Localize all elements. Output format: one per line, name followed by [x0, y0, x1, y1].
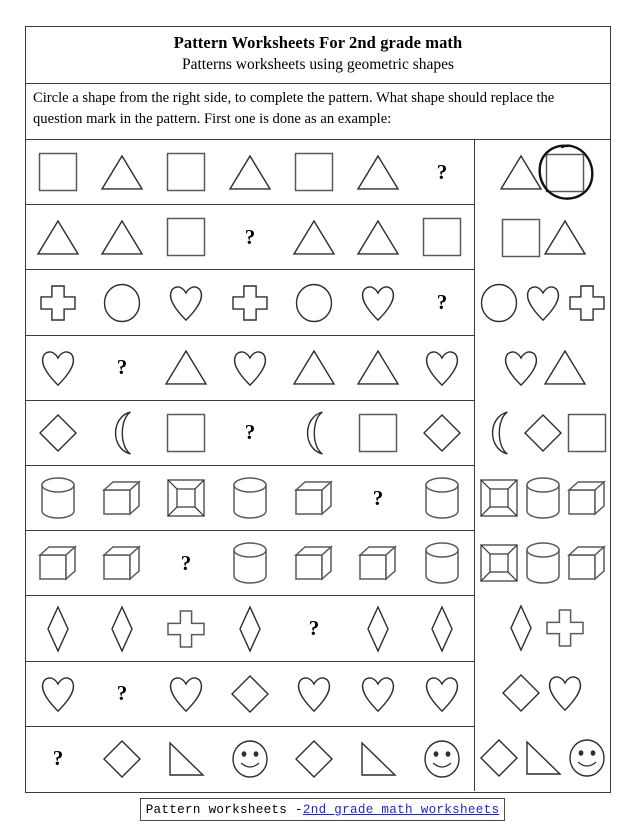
heart-shape[interactable] — [423, 349, 461, 387]
pattern-cell — [410, 140, 474, 204]
diamond-shape[interactable] — [294, 739, 334, 779]
pattern-cell — [346, 336, 410, 400]
pattern-cell — [346, 205, 410, 269]
pattern-row — [26, 466, 474, 531]
cube-shape[interactable] — [102, 545, 142, 581]
triangle-shape[interactable] — [36, 219, 80, 256]
triangle-shape[interactable] — [100, 154, 144, 191]
pattern-cell — [410, 336, 474, 400]
pattern-cell — [90, 662, 154, 726]
pattern-cell — [282, 336, 346, 400]
pattern-cell — [410, 205, 474, 269]
pattern-cell — [410, 401, 474, 465]
question-mark: ? — [244, 420, 256, 445]
question-mark: ? — [436, 159, 448, 184]
answer-row — [475, 335, 610, 400]
heart-shape[interactable] — [167, 675, 205, 713]
pattern-row — [26, 662, 474, 727]
pattern-row — [26, 270, 474, 335]
pattern-cell — [282, 401, 346, 465]
diamond-shape[interactable] — [230, 674, 270, 714]
pattern-cell — [90, 466, 154, 530]
question-mark: ? — [52, 746, 64, 771]
cylinder-shape[interactable] — [40, 476, 76, 520]
rhombus-shape[interactable] — [430, 605, 454, 653]
answer-choice[interactable] — [543, 596, 587, 661]
answer-choice[interactable] — [543, 205, 587, 270]
heart-shape[interactable] — [359, 675, 397, 713]
pattern-cell — [282, 662, 346, 726]
cylinder-shape[interactable] — [525, 476, 561, 520]
diamond-shape[interactable] — [38, 413, 78, 453]
pattern-cell — [218, 401, 282, 465]
diamond-shape[interactable] — [102, 739, 142, 779]
pattern-cell — [410, 270, 474, 334]
answer-choice[interactable] — [521, 531, 565, 596]
pattern-cell — [218, 596, 282, 660]
pattern-cell — [90, 401, 154, 465]
frustum-shape[interactable] — [479, 478, 519, 518]
square-shape[interactable] — [358, 413, 398, 453]
heart-shape[interactable] — [39, 675, 77, 713]
answer-choice[interactable] — [565, 726, 609, 791]
pattern-cell — [90, 596, 154, 660]
answer-choice[interactable] — [499, 596, 543, 661]
answer-choice[interactable] — [521, 400, 565, 465]
answer-choice[interactable] — [543, 335, 587, 400]
answer-choice[interactable] — [565, 400, 609, 465]
square-shape[interactable] — [166, 413, 206, 453]
answer-choice[interactable] — [565, 270, 609, 335]
instructions-text: Circle a shape from the right side, to complete the pattern. What shape should replace the question mark in the pattern. First one is done as an example: — [26, 84, 610, 140]
pattern-cell — [154, 662, 218, 726]
triangle-shape[interactable] — [164, 349, 208, 386]
answer-row — [475, 531, 610, 596]
square-shape[interactable] — [567, 413, 607, 453]
answer-row — [475, 400, 610, 465]
pattern-cell — [410, 596, 474, 660]
pattern-cell — [218, 140, 282, 204]
rhombus-shape[interactable] — [46, 605, 70, 653]
triangle-shape[interactable] — [543, 219, 587, 256]
heart-shape[interactable] — [39, 349, 77, 387]
rhombus-shape[interactable] — [110, 605, 134, 653]
pattern-cell — [346, 727, 410, 791]
pattern-row — [26, 727, 474, 791]
answer-choice[interactable] — [499, 661, 543, 726]
diamond-shape[interactable] — [501, 673, 541, 713]
rhombus-shape[interactable] — [238, 605, 262, 653]
worksheet-body — [26, 140, 610, 791]
answer-column — [475, 140, 610, 791]
hand-drawn-circle-mark — [535, 142, 597, 204]
pattern-cell — [26, 662, 90, 726]
square-shape[interactable] — [422, 217, 462, 257]
pattern-cell — [26, 270, 90, 334]
pattern-cell — [282, 531, 346, 595]
pattern-cell — [218, 205, 282, 269]
frustum-shape[interactable] — [479, 543, 519, 583]
cylinder-shape[interactable] — [232, 541, 268, 585]
heart-shape[interactable] — [359, 284, 397, 322]
pattern-cell — [26, 205, 90, 269]
pattern-cell — [410, 531, 474, 595]
answer-choice[interactable] — [521, 465, 565, 530]
pattern-cell — [90, 270, 154, 334]
pattern-cell — [346, 662, 410, 726]
cross-shape[interactable] — [232, 285, 268, 321]
triangle-shape[interactable] — [292, 219, 336, 256]
pattern-cell — [26, 401, 90, 465]
triangle-shape[interactable] — [228, 154, 272, 191]
rhombus-shape[interactable] — [509, 604, 533, 652]
pattern-cell — [154, 596, 218, 660]
smiley-shape[interactable] — [422, 739, 462, 779]
pattern-cell — [218, 336, 282, 400]
cylinder-shape[interactable] — [232, 476, 268, 520]
question-mark: ? — [308, 616, 320, 641]
pattern-cell — [410, 466, 474, 530]
pattern-cell — [154, 727, 218, 791]
cube-shape[interactable] — [358, 545, 398, 581]
square-shape[interactable] — [501, 218, 541, 258]
pattern-cell — [282, 727, 346, 791]
pattern-cell — [26, 466, 90, 530]
cube-shape[interactable] — [567, 545, 607, 581]
worksheet-sheet — [25, 26, 611, 793]
crescent-shape[interactable] — [484, 410, 514, 456]
diamond-shape[interactable] — [479, 738, 519, 778]
pattern-cell — [218, 662, 282, 726]
heart-shape[interactable] — [167, 284, 205, 322]
pattern-cell — [282, 596, 346, 660]
pattern-cell — [282, 466, 346, 530]
answer-choice[interactable] — [543, 140, 587, 205]
circle-shape[interactable] — [479, 283, 519, 323]
cylinder-shape[interactable] — [424, 541, 460, 585]
crescent-shape[interactable] — [107, 410, 137, 456]
title-block — [26, 27, 610, 84]
heart-shape[interactable] — [546, 674, 584, 712]
triangle-shape[interactable] — [356, 219, 400, 256]
answer-row — [475, 270, 610, 335]
heart-shape[interactable] — [423, 675, 461, 713]
cylinder-shape[interactable] — [525, 541, 561, 585]
diamond-shape[interactable] — [422, 413, 462, 453]
answer-choice[interactable] — [565, 465, 609, 530]
pattern-cell — [218, 466, 282, 530]
answer-choice[interactable] — [521, 726, 565, 791]
pattern-cell — [26, 596, 90, 660]
cube-shape[interactable] — [567, 480, 607, 516]
pattern-cell — [410, 727, 474, 791]
pattern-cell — [154, 205, 218, 269]
heart-shape[interactable] — [295, 675, 333, 713]
pattern-cell — [346, 531, 410, 595]
cross-shape[interactable] — [40, 285, 76, 321]
pattern-cell — [154, 270, 218, 334]
heart-shape[interactable] — [502, 349, 540, 387]
answer-row — [475, 205, 610, 270]
pattern-cell — [26, 336, 90, 400]
pattern-cell — [410, 662, 474, 726]
pattern-cell — [346, 596, 410, 660]
pattern-cell — [90, 140, 154, 204]
diamond-shape[interactable] — [523, 413, 563, 453]
answer-choice[interactable] — [477, 726, 521, 791]
pattern-cell — [154, 466, 218, 530]
pattern-cell — [90, 205, 154, 269]
page-subtitle: Patterns worksheets using geometric shapes — [181, 55, 455, 73]
rhombus-shape[interactable] — [366, 605, 390, 653]
footer-link[interactable]: 2nd grade math worksheets — [302, 802, 500, 817]
answer-choice[interactable] — [499, 205, 543, 270]
triangle-shape[interactable] — [356, 349, 400, 386]
question-mark: ? — [436, 290, 448, 314]
pattern-column — [26, 140, 475, 791]
answer-choice[interactable] — [477, 400, 521, 465]
triangle-shape[interactable] — [100, 219, 144, 256]
answer-row — [475, 140, 610, 205]
answer-choice[interactable] — [477, 531, 521, 596]
answer-row — [475, 726, 610, 791]
page-title: Pattern Worksheets For 2nd grade math — [173, 33, 463, 52]
answer-row — [475, 465, 610, 530]
pattern-cell — [154, 336, 218, 400]
pattern-cell — [154, 140, 218, 204]
pattern-cell — [282, 205, 346, 269]
triangle-shape[interactable] — [543, 349, 587, 386]
answer-row — [475, 596, 610, 661]
pattern-cell — [282, 140, 346, 204]
plus-shape[interactable] — [545, 608, 585, 648]
pattern-cell — [26, 140, 90, 204]
pattern-cell — [90, 531, 154, 595]
pattern-cell — [154, 401, 218, 465]
question-mark: ? — [244, 224, 256, 249]
pattern-cell — [346, 270, 410, 334]
cube-shape[interactable] — [102, 480, 142, 516]
pattern-row — [26, 531, 474, 596]
footer-prefix: Pattern worksheets - — [145, 802, 303, 817]
pattern-cell — [218, 270, 282, 334]
pattern-cell — [346, 401, 410, 465]
question-mark: ? — [372, 485, 384, 510]
square-shape[interactable] — [38, 152, 78, 192]
answer-choice[interactable] — [565, 531, 609, 596]
question-mark: ? — [116, 681, 128, 706]
question-mark: ? — [180, 550, 192, 575]
answer-row — [475, 661, 610, 726]
triangle-shape[interactable] — [356, 154, 400, 191]
frustum-shape[interactable] — [166, 478, 206, 518]
square-shape[interactable] — [166, 217, 206, 257]
cube-shape[interactable] — [294, 545, 334, 581]
pattern-cell — [346, 466, 410, 530]
smiley-shape[interactable] — [567, 738, 607, 778]
pattern-cell — [282, 270, 346, 334]
pattern-row — [26, 205, 474, 270]
right-triangle-shape[interactable] — [524, 740, 562, 776]
answer-choice[interactable] — [477, 465, 521, 530]
circle-shape[interactable] — [102, 283, 142, 323]
cube-shape[interactable] — [38, 545, 78, 581]
cross-shape[interactable] — [569, 285, 605, 321]
circle-shape[interactable] — [294, 283, 334, 323]
pattern-cell — [90, 727, 154, 791]
square-shape[interactable] — [294, 152, 334, 192]
plus-shape[interactable] — [166, 609, 206, 649]
pattern-cell — [26, 727, 90, 791]
heart-shape[interactable] — [524, 284, 562, 322]
answer-choice[interactable] — [543, 661, 587, 726]
pattern-cell — [346, 140, 410, 204]
heart-shape[interactable] — [231, 349, 269, 387]
pattern-cell — [218, 727, 282, 791]
right-triangle-shape[interactable] — [359, 741, 397, 777]
triangle-shape[interactable] — [292, 349, 336, 386]
answer-choice[interactable] — [499, 335, 543, 400]
pattern-cell — [26, 531, 90, 595]
footer-bar — [140, 798, 505, 821]
crescent-shape[interactable] — [299, 410, 329, 456]
square-shape[interactable] — [166, 152, 206, 192]
cylinder-shape[interactable] — [424, 476, 460, 520]
answer-choice[interactable] — [521, 270, 565, 335]
pattern-cell — [154, 531, 218, 595]
pattern-cell — [218, 531, 282, 595]
smiley-shape[interactable] — [230, 739, 270, 779]
answer-choice[interactable] — [477, 270, 521, 335]
cube-shape[interactable] — [294, 480, 334, 516]
pattern-row — [26, 401, 474, 466]
pattern-row — [26, 140, 474, 205]
pattern-row — [26, 596, 474, 661]
pattern-row — [26, 336, 474, 401]
question-mark: ? — [116, 355, 128, 380]
pattern-cell — [90, 336, 154, 400]
right-triangle-shape[interactable] — [167, 741, 205, 777]
